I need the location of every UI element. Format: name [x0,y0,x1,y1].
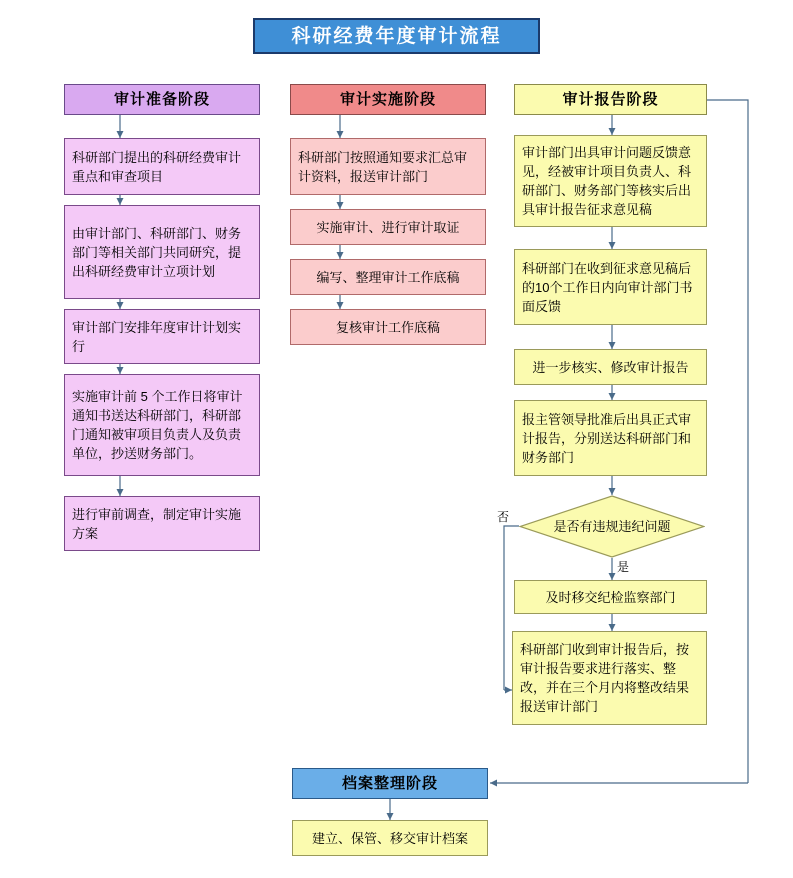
preparation-step-4: 实施审计前 5 个工作日将审计通知书送达科研部门，科研部门通知被审项目负责人及负责单位，抄送财务部门。 [64,374,260,476]
implementation-step-4: 复核审计工作底稿 [290,309,486,345]
archive-step-1: 建立、保管、移交审计档案 [292,820,488,856]
preparation-step-2: 由审计部门、科研部门、财务部门等相关部门共同研究，提出科研经费审计立项计划 [64,205,260,299]
report-rectification-box: 科研部门收到审计报告后，按审计报告要求进行落实、整改，并在三个月内将整改结果报送审计部门 [512,631,707,725]
edge-label-no: 否 [497,510,510,524]
implementation-step-1: 科研部门按照通知要求汇总审计资料，报送审计部门 [290,138,486,195]
page-title: 科研经费年度审计流程 [253,18,540,54]
report-transfer-box: 及时移交纪检监察部门 [514,580,707,614]
preparation-step-1: 科研部门提出的科研经费审计重点和审查项目 [64,138,260,195]
preparation-step-5: 进行审前调查，制定审计实施方案 [64,496,260,551]
report-step-1: 审计部门出具审计问题反馈意见，经被审计项目负责人、科研部门、财务部门等核实后出具审计报告征求意见稿 [514,135,707,227]
implementation-step-3: 编写、整理审计工作底稿 [290,259,486,295]
column-header-preparation: 审计准备阶段 [64,84,260,115]
decision-label: 是否有违规违纪问题 [553,518,671,534]
column-header-archive: 档案整理阶段 [292,768,488,799]
implementation-step-2: 实施审计、进行审计取证 [290,209,486,245]
report-step-2: 科研部门在收到征求意见稿后的10个工作日内向审计部门书面反馈 [514,249,707,325]
decision-violation [519,495,705,558]
report-step-4: 报主管领导批准后出具正式审计报告，分别送达科研部门和财务部门 [514,400,707,476]
edge-label-yes: 是 [617,560,630,574]
report-step-3: 进一步核实、修改审计报告 [514,349,707,385]
column-header-implementation: 审计实施阶段 [290,84,486,115]
column-header-report: 审计报告阶段 [514,84,707,115]
preparation-step-3: 审计部门安排年度审计计划实行 [64,309,260,364]
